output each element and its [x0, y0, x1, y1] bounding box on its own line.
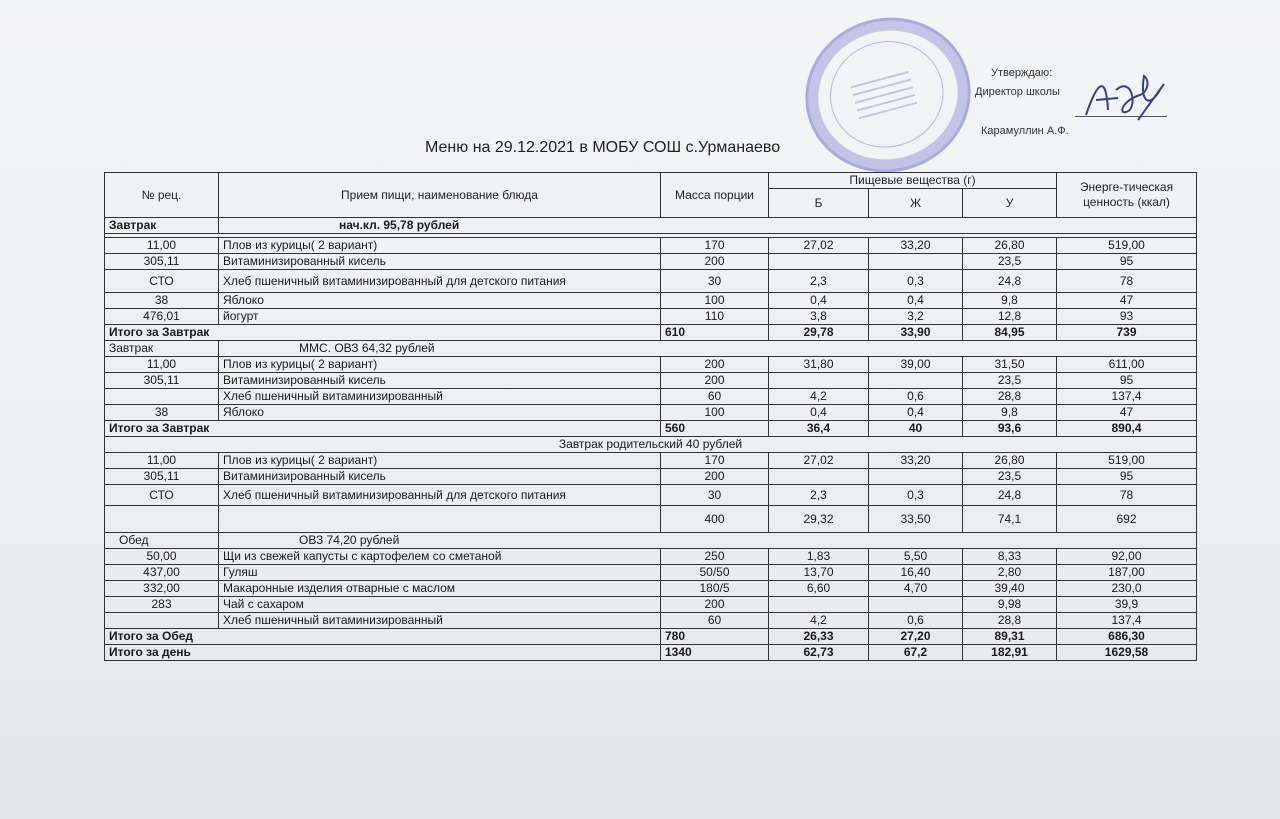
table-cell: Итого за день	[105, 645, 661, 661]
table-cell: Витаминизированный кисель	[219, 254, 661, 270]
header-b: Б	[769, 189, 869, 218]
table-cell: 95	[1057, 469, 1197, 485]
table-cell	[105, 613, 219, 629]
table-cell: СТО	[105, 270, 219, 293]
table-cell: 31,80	[769, 357, 869, 373]
table-cell: 200	[661, 469, 769, 485]
header-nutrients: Пищевые вещества (г)	[769, 173, 1057, 189]
section-row	[105, 437, 1197, 453]
table-cell: Чай с сахаром	[219, 597, 661, 613]
table-cell: 93	[1057, 309, 1197, 325]
table-cell: 0,3	[869, 270, 963, 293]
table-cell: 692	[1057, 506, 1197, 533]
section-label: Завтрак	[105, 341, 219, 357]
table-cell: 100	[661, 405, 769, 421]
table-cell: 93,6	[963, 421, 1057, 437]
table-cell: 39,00	[869, 357, 963, 373]
header-zh: Ж	[869, 189, 963, 218]
table-cell: 24,8	[963, 485, 1057, 506]
table-cell: 28,8	[963, 389, 1057, 405]
table-row	[105, 469, 1197, 485]
table-cell: СТО	[105, 485, 219, 506]
table-cell: 200	[661, 373, 769, 389]
table-cell: 38	[105, 405, 219, 421]
table-cell: Плов из курицы( 2 вариант)	[219, 453, 661, 469]
table-cell: 89,31	[963, 629, 1057, 645]
table-cell: 2,3	[769, 270, 869, 293]
school-stamp	[788, 0, 988, 191]
table-cell: 16,40	[869, 565, 963, 581]
table-cell: 39,40	[963, 581, 1057, 597]
table-cell: 739	[1057, 325, 1197, 341]
table-cell: 305,11	[105, 254, 219, 270]
section-label: Обед	[105, 533, 219, 549]
table-cell: 0,4	[769, 405, 869, 421]
table-cell: 31,50	[963, 357, 1057, 373]
total-row	[105, 506, 1197, 533]
table-cell: 28,8	[963, 613, 1057, 629]
total-row	[105, 629, 1197, 645]
table-cell: 33,20	[869, 238, 963, 254]
table-cell: Плов из курицы( 2 вариант)	[219, 238, 661, 254]
table-cell: 2,80	[963, 565, 1057, 581]
table-cell: Плов из курицы( 2 вариант)	[219, 357, 661, 373]
table-cell: 11,00	[105, 357, 219, 373]
table-cell: 4,70	[869, 581, 963, 597]
table-cell: 170	[661, 238, 769, 254]
table-cell: 400	[661, 506, 769, 533]
table-cell: 95	[1057, 373, 1197, 389]
table-row	[105, 405, 1197, 421]
table-cell: 9,98	[963, 597, 1057, 613]
table-cell: 33,50	[869, 506, 963, 533]
table-cell	[869, 597, 963, 613]
table-row	[105, 597, 1197, 613]
table-cell: 686,30	[1057, 629, 1197, 645]
header-u: У	[963, 189, 1057, 218]
table-row	[105, 485, 1197, 506]
table-cell: 30	[661, 270, 769, 293]
table-cell: 560	[661, 421, 769, 437]
header-energy: Энерге-тическая ценность (ккал)	[1057, 173, 1197, 218]
table-row	[105, 613, 1197, 629]
table-row	[105, 309, 1197, 325]
section-note: ММС. ОВЗ 64,32 рублей	[219, 341, 1197, 357]
table-cell: 200	[661, 357, 769, 373]
table-row	[105, 389, 1197, 405]
table-cell: 0,4	[769, 293, 869, 309]
table-cell: 137,4	[1057, 613, 1197, 629]
table-row	[105, 357, 1197, 373]
table-cell: 92,00	[1057, 549, 1197, 565]
director-signature	[1078, 70, 1168, 130]
table-cell: Итого за Завтрак	[105, 325, 661, 341]
table-cell: 230,0	[1057, 581, 1197, 597]
table-cell: Итого за Обед	[105, 629, 661, 645]
table-cell: 4,2	[769, 389, 869, 405]
table-cell: 26,33	[769, 629, 869, 645]
table-cell: 23,5	[963, 254, 1057, 270]
table-cell	[105, 389, 219, 405]
table-cell: 1,83	[769, 549, 869, 565]
table-cell: йогурт	[219, 309, 661, 325]
table-cell: 23,5	[963, 373, 1057, 389]
section-label: Завтрак родительский 40 рублей	[105, 437, 1197, 453]
table-row	[105, 549, 1197, 565]
table-cell: Макаронные изделия отварные с маслом	[219, 581, 661, 597]
table-cell: 611,00	[1057, 357, 1197, 373]
table-cell: 9,8	[963, 405, 1057, 421]
table-cell: 305,11	[105, 469, 219, 485]
table-cell: 305,11	[105, 373, 219, 389]
header-row	[105, 173, 1197, 189]
table-row	[105, 293, 1197, 309]
table-cell: 137,4	[1057, 389, 1197, 405]
table-cell: 40	[869, 421, 963, 437]
table-cell: 50,00	[105, 549, 219, 565]
table-cell: Итого за Завтрак	[105, 421, 661, 437]
table-row	[105, 254, 1197, 270]
table-cell: 519,00	[1057, 238, 1197, 254]
approval-line-1: Утверждаю:	[991, 67, 1053, 79]
table-cell: 78	[1057, 485, 1197, 506]
table-cell: 47	[1057, 405, 1197, 421]
table-row	[105, 453, 1197, 469]
table-cell: 50/50	[661, 565, 769, 581]
table-cell: 29,32	[769, 506, 869, 533]
table-cell: 27,20	[869, 629, 963, 645]
table-cell: 95	[1057, 254, 1197, 270]
table-cell: Яблоко	[219, 405, 661, 421]
table-cell: Витаминизированный кисель	[219, 469, 661, 485]
section-row	[105, 218, 1197, 234]
table-cell: 11,00	[105, 453, 219, 469]
table-cell	[219, 506, 661, 533]
table-cell: 74,1	[963, 506, 1057, 533]
table-cell: 33,20	[869, 453, 963, 469]
table-cell: 780	[661, 629, 769, 645]
table-cell: 180/5	[661, 581, 769, 597]
table-cell	[869, 373, 963, 389]
table-cell: Хлеб пшеничный витаминизированный для детского питания	[219, 270, 661, 293]
table-cell: 250	[661, 549, 769, 565]
table-cell: 5,50	[869, 549, 963, 565]
day-total-row	[105, 645, 1197, 661]
table-cell: 0,3	[869, 485, 963, 506]
table-cell: 200	[661, 254, 769, 270]
table-cell: 11,00	[105, 238, 219, 254]
table-cell: 200	[661, 597, 769, 613]
table-cell: Яблоко	[219, 293, 661, 309]
table-cell: 332,00	[105, 581, 219, 597]
table-cell: 182,91	[963, 645, 1057, 661]
table-cell: 8,33	[963, 549, 1057, 565]
table-cell: 27,02	[769, 238, 869, 254]
table-cell: 33,90	[869, 325, 963, 341]
table-row	[105, 238, 1197, 254]
table-cell: 476,01	[105, 309, 219, 325]
table-cell: 12,8	[963, 309, 1057, 325]
table-cell: 519,00	[1057, 453, 1197, 469]
table-cell: 36,4	[769, 421, 869, 437]
table-cell: 29,78	[769, 325, 869, 341]
section-note: нач.кл. 95,78 рублей	[219, 218, 1197, 234]
table-cell	[769, 254, 869, 270]
table-cell: 437,00	[105, 565, 219, 581]
table-cell: Гуляш	[219, 565, 661, 581]
table-cell: 0,6	[869, 613, 963, 629]
total-row	[105, 325, 1197, 341]
table-cell: Хлеб пшеничный витаминизированный для детского питания	[219, 485, 661, 506]
header-mass: Масса порции	[661, 173, 769, 218]
table-row	[105, 270, 1197, 293]
header-rec: № рец.	[105, 173, 219, 218]
table-cell: 60	[661, 613, 769, 629]
table-cell: 0,4	[869, 293, 963, 309]
table-cell	[769, 597, 869, 613]
table-cell: 38	[105, 293, 219, 309]
table-row	[105, 581, 1197, 597]
section-row	[105, 341, 1197, 357]
table-cell: Щи из свежей капусты с картофелем со сметаной	[219, 549, 661, 565]
table-cell: 78	[1057, 270, 1197, 293]
section-label: Завтрак	[105, 218, 219, 234]
table-cell: 26,80	[963, 453, 1057, 469]
table-cell: Хлеб пшеничный витаминизированный	[219, 389, 661, 405]
table-cell: 60	[661, 389, 769, 405]
table-cell: 3,2	[869, 309, 963, 325]
table-cell: 0,6	[869, 389, 963, 405]
header-name: Прием пищи, наименование блюда	[219, 173, 661, 218]
approval-line-2: Директор школы	[975, 86, 1060, 98]
total-row	[105, 421, 1197, 437]
table-cell: 27,02	[769, 453, 869, 469]
table-cell: 0,4	[869, 405, 963, 421]
table-cell: 1629,58	[1057, 645, 1197, 661]
section-row	[105, 533, 1197, 549]
menu-table	[104, 172, 1197, 661]
table-cell: 283	[105, 597, 219, 613]
table-cell: 26,80	[963, 238, 1057, 254]
approval-line-3: Карамуллин А.Ф.	[981, 125, 1069, 137]
table-cell: 6,60	[769, 581, 869, 597]
table-row	[105, 373, 1197, 389]
table-cell: 13,70	[769, 565, 869, 581]
table-cell: 3,8	[769, 309, 869, 325]
section-note: ОВЗ 74,20 рублей	[219, 533, 1197, 549]
page-title: Меню на 29.12.2021 в МОБУ СОШ с.Урманаево	[425, 139, 781, 156]
table-cell: 84,95	[963, 325, 1057, 341]
table-cell: 610	[661, 325, 769, 341]
table-cell: 39,9	[1057, 597, 1197, 613]
table-cell: 9,8	[963, 293, 1057, 309]
table-cell: 62,73	[769, 645, 869, 661]
table-cell: Хлеб пшеничный витаминизированный	[219, 613, 661, 629]
table-row	[105, 565, 1197, 581]
table-cell: Витаминизированный кисель	[219, 373, 661, 389]
table-cell	[105, 506, 219, 533]
table-cell: 23,5	[963, 469, 1057, 485]
table-cell	[769, 469, 869, 485]
table-cell: 110	[661, 309, 769, 325]
table-cell: 2,3	[769, 485, 869, 506]
table-cell: 1340	[661, 645, 769, 661]
table-cell: 890,4	[1057, 421, 1197, 437]
table-cell: 24,8	[963, 270, 1057, 293]
table-cell	[769, 373, 869, 389]
table-cell: 67,2	[869, 645, 963, 661]
table-cell: 187,00	[1057, 565, 1197, 581]
table-cell: 30	[661, 485, 769, 506]
table-cell	[869, 254, 963, 270]
table-cell: 47	[1057, 293, 1197, 309]
table-cell: 4,2	[769, 613, 869, 629]
table-cell	[869, 469, 963, 485]
table-cell: 170	[661, 453, 769, 469]
table-cell: 100	[661, 293, 769, 309]
